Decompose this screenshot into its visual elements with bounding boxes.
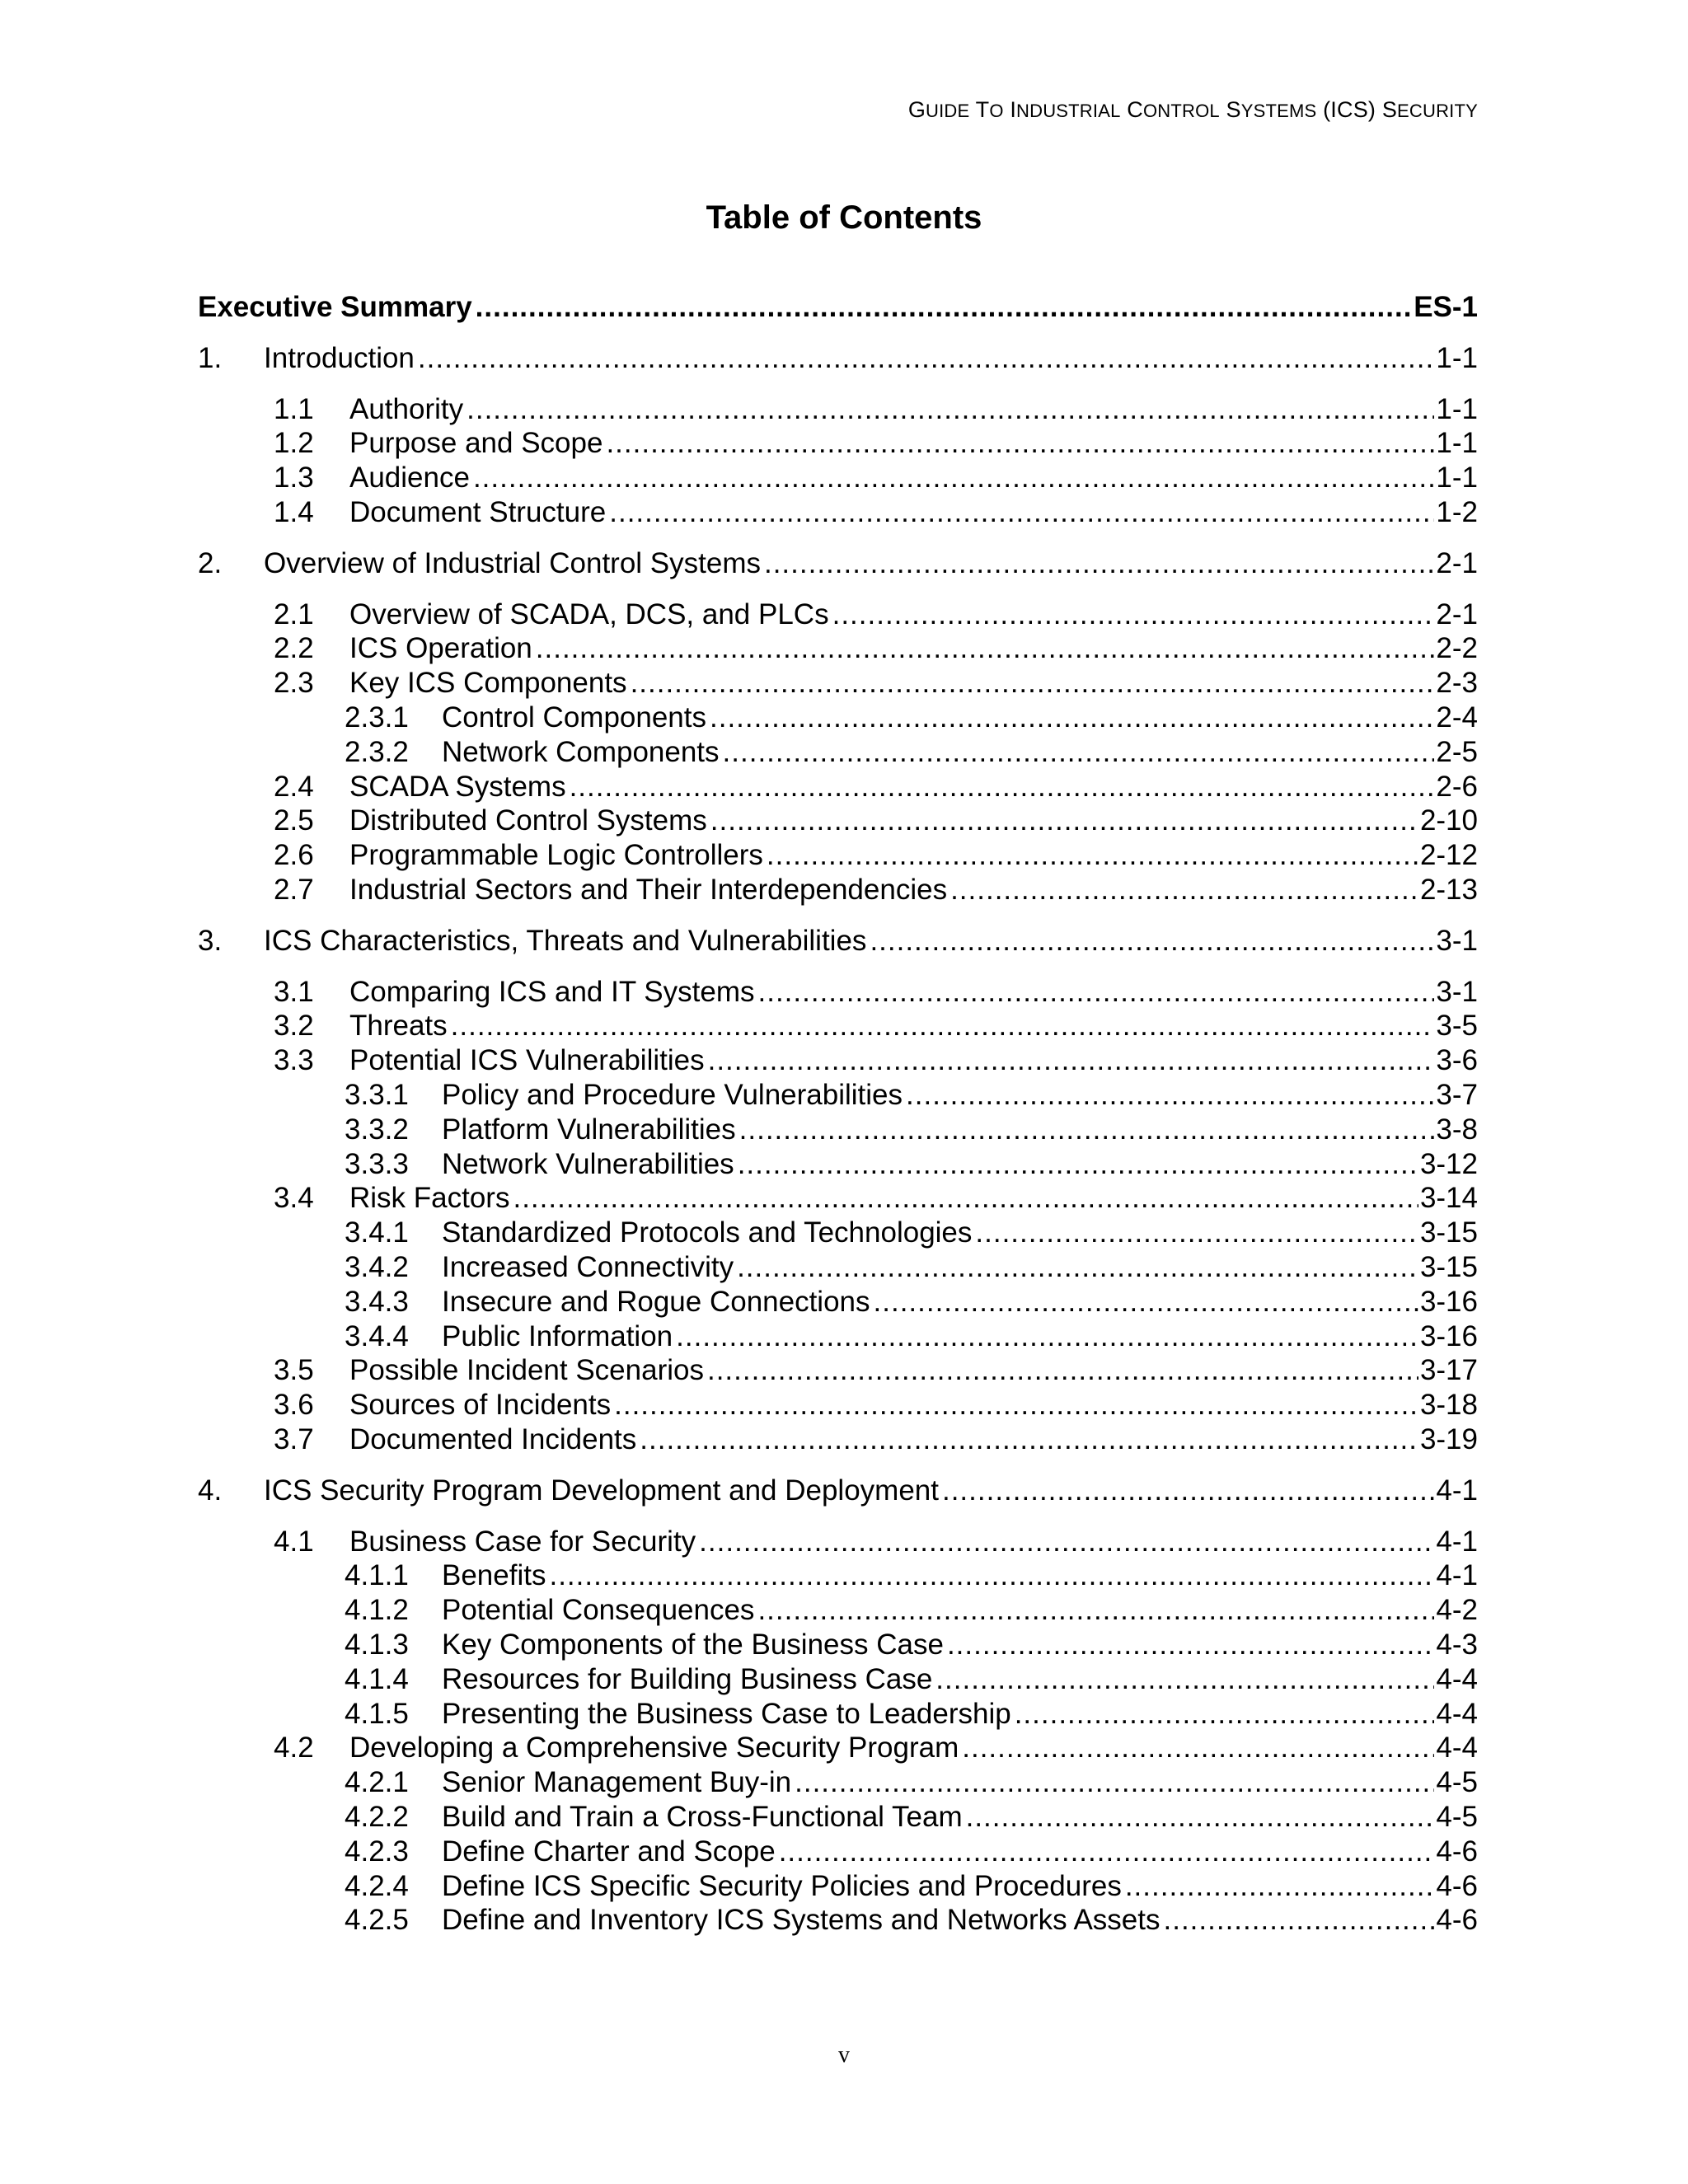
toc-entry-page: 2-10 bbox=[1419, 804, 1478, 837]
page-title: Table of Contents bbox=[706, 199, 982, 236]
toc-entry-title: Network Vulnerabilities bbox=[442, 1147, 734, 1180]
toc-entry-number: 2.3 bbox=[274, 667, 314, 700]
running-header-text: GUIDE TO INDUSTRIAL CONTROL SYSTEMS (ICS) SECURITY bbox=[907, 97, 1478, 122]
toc-entry-title: Key ICS Components bbox=[349, 667, 627, 700]
toc-entry[interactable] bbox=[198, 873, 1478, 907]
toc-dot-leader bbox=[676, 1319, 1418, 1354]
toc-dot-leader bbox=[1015, 1697, 1435, 1732]
toc-entry-title: Potential ICS Vulnerabilities bbox=[349, 1044, 705, 1077]
toc-entry[interactable] bbox=[198, 1043, 1478, 1078]
toc-entry[interactable] bbox=[198, 341, 1478, 376]
toc-dot-leader bbox=[710, 701, 1434, 735]
toc-entry-page: 1-2 bbox=[1436, 496, 1478, 528]
toc-entry[interactable] bbox=[198, 1731, 1478, 1765]
toc-entry-title: Network Components bbox=[442, 735, 720, 768]
toc-entry-page: 3-17 bbox=[1419, 1354, 1478, 1387]
toc-entry-page: 4-4 bbox=[1436, 1732, 1478, 1765]
toc-dot-leader bbox=[708, 1043, 1435, 1078]
toc-entry[interactable] bbox=[198, 924, 1478, 958]
toc-entry-number: 2. bbox=[198, 546, 223, 579]
toc-entry-page: 4-2 bbox=[1436, 1594, 1478, 1627]
toc-entry[interactable] bbox=[198, 1078, 1478, 1113]
toc-entry-number: 3.4 bbox=[274, 1182, 314, 1215]
toc-entry[interactable] bbox=[198, 770, 1478, 804]
toc-entry-number: 1.2 bbox=[274, 427, 314, 460]
toc-entry[interactable] bbox=[198, 1525, 1478, 1559]
toc-entry-page: 2-2 bbox=[1436, 632, 1478, 665]
toc-dot-leader bbox=[570, 770, 1435, 804]
toc-dot-leader bbox=[950, 873, 1418, 907]
toc-entry-title: Define ICS Specific Security Policies and Procedures bbox=[442, 1869, 1122, 1902]
toc-entry-page: 3-8 bbox=[1436, 1113, 1478, 1146]
toc-entry-number: 4.2 bbox=[274, 1732, 314, 1765]
toc-entry[interactable] bbox=[198, 701, 1478, 735]
toc-entry-page: 3-15 bbox=[1419, 1216, 1478, 1249]
toc-entry-title: Risk Factors bbox=[349, 1182, 510, 1215]
toc-entry-number: 3. bbox=[198, 924, 223, 957]
toc-entry-number: 1.3 bbox=[274, 462, 314, 494]
toc-entry-page: 3-6 bbox=[1436, 1044, 1478, 1077]
toc-entry-page: 3-7 bbox=[1436, 1079, 1478, 1111]
toc-entry-number: 4.2.3 bbox=[345, 1835, 409, 1868]
toc-entry-page: 3-19 bbox=[1419, 1423, 1478, 1455]
toc-dot-leader bbox=[606, 426, 1434, 461]
toc-entry-number: 3.4.1 bbox=[345, 1216, 409, 1249]
toc-entry[interactable] bbox=[198, 290, 1478, 325]
toc-dot-leader bbox=[779, 1835, 1435, 1869]
toc-entry-title: Industrial Sectors and Their Interdependencies bbox=[349, 874, 948, 906]
toc-dot-leader bbox=[874, 1285, 1418, 1319]
toc-entry-title: ICS Characteristics, Threats and Vulnerabilities bbox=[264, 924, 867, 957]
toc-entry-number: 3.3.2 bbox=[345, 1113, 409, 1146]
toc-dot-leader bbox=[614, 1388, 1418, 1422]
toc-dot-leader bbox=[832, 598, 1435, 632]
toc-entry-page: 3-16 bbox=[1419, 1319, 1478, 1352]
toc-entry[interactable] bbox=[198, 1903, 1478, 1938]
toc-entry-title: Developing a Comprehensive Security Program bbox=[349, 1732, 959, 1765]
toc-dot-leader bbox=[710, 804, 1418, 838]
toc-entry-title: Control Components bbox=[442, 701, 706, 733]
toc-entry[interactable] bbox=[198, 1009, 1478, 1043]
toc-entry-page: 4-6 bbox=[1436, 1869, 1478, 1902]
toc-entry-page: 2-4 bbox=[1436, 701, 1478, 733]
toc-entry-number: 4.1.2 bbox=[345, 1594, 409, 1627]
toc-entry-number: 2.2 bbox=[274, 632, 314, 665]
toc-entry-page: 2-6 bbox=[1436, 770, 1478, 803]
toc-entry-title: Documented Incidents bbox=[349, 1423, 637, 1455]
toc-entry[interactable] bbox=[198, 495, 1478, 530]
toc-dot-leader bbox=[707, 1353, 1418, 1388]
toc-entry[interactable] bbox=[198, 975, 1478, 1010]
toc-entry[interactable] bbox=[198, 838, 1478, 873]
toc-entry-title: Overview of Industrial Control Systems bbox=[264, 546, 761, 579]
toc-entry-title: Platform Vulnerabilities bbox=[442, 1113, 736, 1146]
toc-entry-page: 1-1 bbox=[1436, 462, 1478, 494]
toc-entry[interactable] bbox=[198, 1285, 1478, 1319]
toc-entry[interactable] bbox=[198, 461, 1478, 495]
toc-dot-leader bbox=[870, 924, 1434, 958]
toc-entry-title: Business Case for Security bbox=[349, 1525, 696, 1558]
toc-entry[interactable] bbox=[198, 1697, 1478, 1732]
toc-entry-page: 4-6 bbox=[1436, 1904, 1478, 1937]
toc-entry-page: 1-1 bbox=[1436, 392, 1478, 425]
toc-entry[interactable] bbox=[198, 1628, 1478, 1662]
toc-dot-leader bbox=[476, 290, 1413, 325]
toc-dot-leader bbox=[764, 546, 1434, 581]
toc-entry-number: 2.4 bbox=[274, 770, 314, 803]
toc-entry[interactable] bbox=[198, 392, 1478, 427]
toc-entry-title: Possible Incident Scenarios bbox=[349, 1354, 704, 1387]
toc-entry-page: 3-15 bbox=[1419, 1251, 1478, 1283]
toc-entry-number: 3.4.3 bbox=[345, 1285, 409, 1318]
toc-entry-number: 3.3.3 bbox=[345, 1147, 409, 1180]
toc-entry-title: Comparing ICS and IT Systems bbox=[349, 975, 755, 1008]
toc-entry-title: Threats bbox=[349, 1010, 448, 1043]
toc-entry-number: 4. bbox=[198, 1474, 223, 1507]
toc-entry-page: 2-1 bbox=[1436, 598, 1478, 630]
toc-entry[interactable] bbox=[198, 426, 1478, 461]
toc-entry[interactable] bbox=[198, 598, 1478, 632]
toc-entry-number: 4.1.3 bbox=[345, 1629, 409, 1661]
toc-entry-title: Public Information bbox=[442, 1319, 673, 1352]
toc-entry[interactable] bbox=[198, 1662, 1478, 1697]
toc-entry-title: Define Charter and Scope bbox=[442, 1835, 776, 1868]
toc-entry-page: 3-1 bbox=[1436, 975, 1478, 1008]
toc-entry-page: 2-1 bbox=[1436, 546, 1478, 579]
toc-entry-page: 3-12 bbox=[1419, 1147, 1478, 1180]
toc-entry-number: 2.3.1 bbox=[345, 701, 409, 733]
toc-entry-page: 4-6 bbox=[1436, 1835, 1478, 1868]
toc-entry-title: Increased Connectivity bbox=[442, 1251, 734, 1283]
toc-entry-title: Standardized Protocols and Technologies bbox=[442, 1216, 973, 1249]
toc-entry-number: 2.1 bbox=[274, 598, 314, 630]
toc-entry-page: 1-1 bbox=[1436, 341, 1478, 374]
toc-dot-leader bbox=[942, 1474, 1434, 1508]
toc-entry-number: 4.2.1 bbox=[345, 1766, 409, 1799]
toc-entry[interactable] bbox=[198, 1800, 1478, 1835]
toc-dot-leader bbox=[935, 1662, 1434, 1697]
toc-entry-number: 2.5 bbox=[274, 804, 314, 837]
toc-entry-title: Policy and Procedure Vulnerabilities bbox=[442, 1079, 903, 1111]
toc-entry-title: Key Components of the Business Case bbox=[442, 1629, 944, 1661]
toc-dot-leader bbox=[549, 1558, 1434, 1593]
toc-entry[interactable] bbox=[198, 735, 1478, 770]
toc-entry-page: 2-3 bbox=[1436, 667, 1478, 700]
toc-entry-number: 2.6 bbox=[274, 839, 314, 872]
toc-entry-number: 2.3.2 bbox=[345, 735, 409, 768]
toc-entry[interactable] bbox=[198, 1181, 1478, 1216]
toc-dot-leader bbox=[767, 838, 1418, 873]
toc-entry[interactable] bbox=[198, 631, 1478, 666]
toc-entry-title: Potential Consequences bbox=[442, 1594, 755, 1627]
toc-entry[interactable] bbox=[198, 1558, 1478, 1593]
toc-entry-number: 3.2 bbox=[274, 1010, 314, 1043]
toc-entry-page: 4-5 bbox=[1436, 1766, 1478, 1799]
toc-dot-leader bbox=[906, 1078, 1434, 1113]
toc-entry-page: 4-4 bbox=[1436, 1697, 1478, 1730]
toc-dot-leader bbox=[451, 1009, 1435, 1043]
toc-entry-title: Benefits bbox=[442, 1559, 546, 1592]
toc-entry-page: ES-1 bbox=[1414, 291, 1478, 323]
toc-dot-leader bbox=[609, 495, 1434, 530]
toc-entry[interactable] bbox=[198, 1353, 1478, 1388]
toc-entry[interactable] bbox=[198, 546, 1478, 581]
toc-entry-number: 1. bbox=[198, 341, 223, 374]
toc-entry-number: 4.2.2 bbox=[345, 1801, 409, 1833]
toc-entry-number: 4.1.5 bbox=[345, 1697, 409, 1730]
toc-entry-number: 4.1 bbox=[274, 1525, 314, 1558]
toc-entry-number: 3.4.2 bbox=[345, 1251, 409, 1283]
toc-entry-page: 4-1 bbox=[1436, 1559, 1478, 1592]
toc-entry-number: 4.2.4 bbox=[345, 1869, 409, 1902]
toc-entry-title: Sources of Incidents bbox=[349, 1389, 612, 1422]
toc-entry-title: Executive Summary bbox=[198, 291, 472, 323]
toc-dot-leader bbox=[739, 1113, 1435, 1147]
toc-entry-number: 3.6 bbox=[274, 1389, 314, 1422]
toc-entry-title: Build and Train a Cross-Functional Team bbox=[442, 1801, 963, 1833]
toc-dot-leader bbox=[757, 1593, 1434, 1628]
toc-entry-number: 3.3.1 bbox=[345, 1079, 409, 1111]
toc-entry-page: 2-13 bbox=[1419, 874, 1478, 906]
toc-entry-title: Authority bbox=[349, 392, 464, 425]
toc-dot-leader bbox=[467, 392, 1434, 427]
toc-entry-page: 3-18 bbox=[1419, 1389, 1478, 1422]
toc-entry-page: 2-12 bbox=[1419, 839, 1478, 872]
toc-entry[interactable] bbox=[198, 1835, 1478, 1869]
toc-entry-title: SCADA Systems bbox=[349, 770, 566, 803]
toc-dot-leader bbox=[975, 1216, 1418, 1250]
toc-entry-page: 3-5 bbox=[1436, 1010, 1478, 1043]
toc-entry[interactable] bbox=[198, 1216, 1478, 1250]
toc-dot-leader bbox=[966, 1800, 1435, 1835]
toc-dot-leader bbox=[947, 1628, 1434, 1662]
toc-entry-number: 3.1 bbox=[274, 975, 314, 1008]
toc-dot-leader bbox=[723, 735, 1435, 770]
toc-entry[interactable] bbox=[198, 1147, 1478, 1182]
toc-dot-leader bbox=[962, 1731, 1434, 1765]
table-of-contents bbox=[198, 0, 1478, 2184]
toc-entry-number: 3.7 bbox=[274, 1423, 314, 1455]
toc-entry-page: 4-3 bbox=[1436, 1629, 1478, 1661]
toc-entry-title: Document Structure bbox=[349, 496, 607, 528]
toc-entry[interactable] bbox=[198, 1869, 1478, 1904]
toc-entry[interactable] bbox=[198, 1319, 1478, 1354]
toc-entry[interactable] bbox=[198, 1250, 1478, 1285]
toc-entry-number: 2.7 bbox=[274, 874, 314, 906]
toc-dot-leader bbox=[1125, 1869, 1435, 1904]
toc-entry-page: 3-1 bbox=[1436, 924, 1478, 957]
toc-entry-page: 1-1 bbox=[1436, 427, 1478, 460]
toc-dot-leader bbox=[795, 1765, 1434, 1800]
toc-entry-page: 4-4 bbox=[1436, 1662, 1478, 1695]
toc-entry-title: Introduction bbox=[264, 341, 415, 374]
toc-entry-title: Define and Inventory ICS Systems and Networks Assets bbox=[442, 1904, 1160, 1937]
toc-entry[interactable] bbox=[198, 666, 1478, 701]
toc-entry-title: Distributed Control Systems bbox=[349, 804, 707, 837]
toc-dot-leader bbox=[738, 1147, 1418, 1182]
toc-entry-title: Presenting the Business Case to Leadership bbox=[442, 1697, 1011, 1730]
toc-entry-page: 3-14 bbox=[1419, 1182, 1478, 1215]
toc-entry-title: Overview of SCADA, DCS, and PLCs bbox=[349, 598, 829, 630]
toc-entry[interactable] bbox=[198, 1113, 1478, 1147]
toc-entry-page: 4-5 bbox=[1436, 1801, 1478, 1833]
toc-entry-number: 4.1.1 bbox=[345, 1559, 409, 1592]
toc-dot-leader bbox=[631, 666, 1435, 701]
toc-dot-leader bbox=[758, 975, 1435, 1010]
toc-entry-title: ICS Operation bbox=[349, 632, 532, 665]
toc-dot-leader bbox=[536, 631, 1435, 666]
toc-dot-leader bbox=[737, 1250, 1418, 1285]
toc-entry-title: Resources for Building Business Case bbox=[442, 1662, 933, 1695]
toc-entry-title: Programmable Logic Controllers bbox=[349, 839, 763, 872]
toc-dot-leader bbox=[699, 1525, 1434, 1559]
toc-entry-number: 3.4.4 bbox=[345, 1319, 409, 1352]
toc-entry-title: Purpose and Scope bbox=[349, 427, 603, 460]
toc-entry-number: 4.2.5 bbox=[345, 1904, 409, 1937]
toc-entry-number: 3.5 bbox=[274, 1354, 314, 1387]
toc-entry[interactable] bbox=[198, 1474, 1478, 1508]
toc-entry-page: 2-5 bbox=[1436, 735, 1478, 768]
toc-dot-leader bbox=[473, 461, 1434, 495]
toc-entry-title: ICS Security Program Development and Deployment bbox=[264, 1474, 939, 1507]
toc-entry-title: Insecure and Rogue Connections bbox=[442, 1285, 870, 1318]
toc-entry[interactable] bbox=[198, 804, 1478, 838]
toc-entry-page: 3-16 bbox=[1419, 1285, 1478, 1318]
page-number: v bbox=[838, 2042, 850, 2068]
toc-entry[interactable] bbox=[198, 1765, 1478, 1800]
toc-dot-leader bbox=[1164, 1903, 1435, 1938]
toc-entry-title: Senior Management Buy-in bbox=[442, 1766, 792, 1799]
toc-entry[interactable] bbox=[198, 1388, 1478, 1422]
toc-entry-number: 4.1.4 bbox=[345, 1662, 409, 1695]
toc-entry-number: 1.4 bbox=[274, 496, 314, 528]
toc-entry-number: 1.1 bbox=[274, 392, 314, 425]
toc-entry-number: 3.3 bbox=[274, 1044, 314, 1077]
toc-entry-page: 4-1 bbox=[1436, 1474, 1478, 1507]
toc-dot-leader bbox=[513, 1181, 1418, 1216]
toc-entry[interactable] bbox=[198, 1422, 1478, 1457]
toc-entry[interactable] bbox=[198, 1593, 1478, 1628]
toc-entry-title: Audience bbox=[349, 462, 470, 494]
toc-entry-page: 4-1 bbox=[1436, 1525, 1478, 1558]
toc-dot-leader bbox=[640, 1422, 1418, 1457]
toc-dot-leader bbox=[418, 341, 1435, 376]
